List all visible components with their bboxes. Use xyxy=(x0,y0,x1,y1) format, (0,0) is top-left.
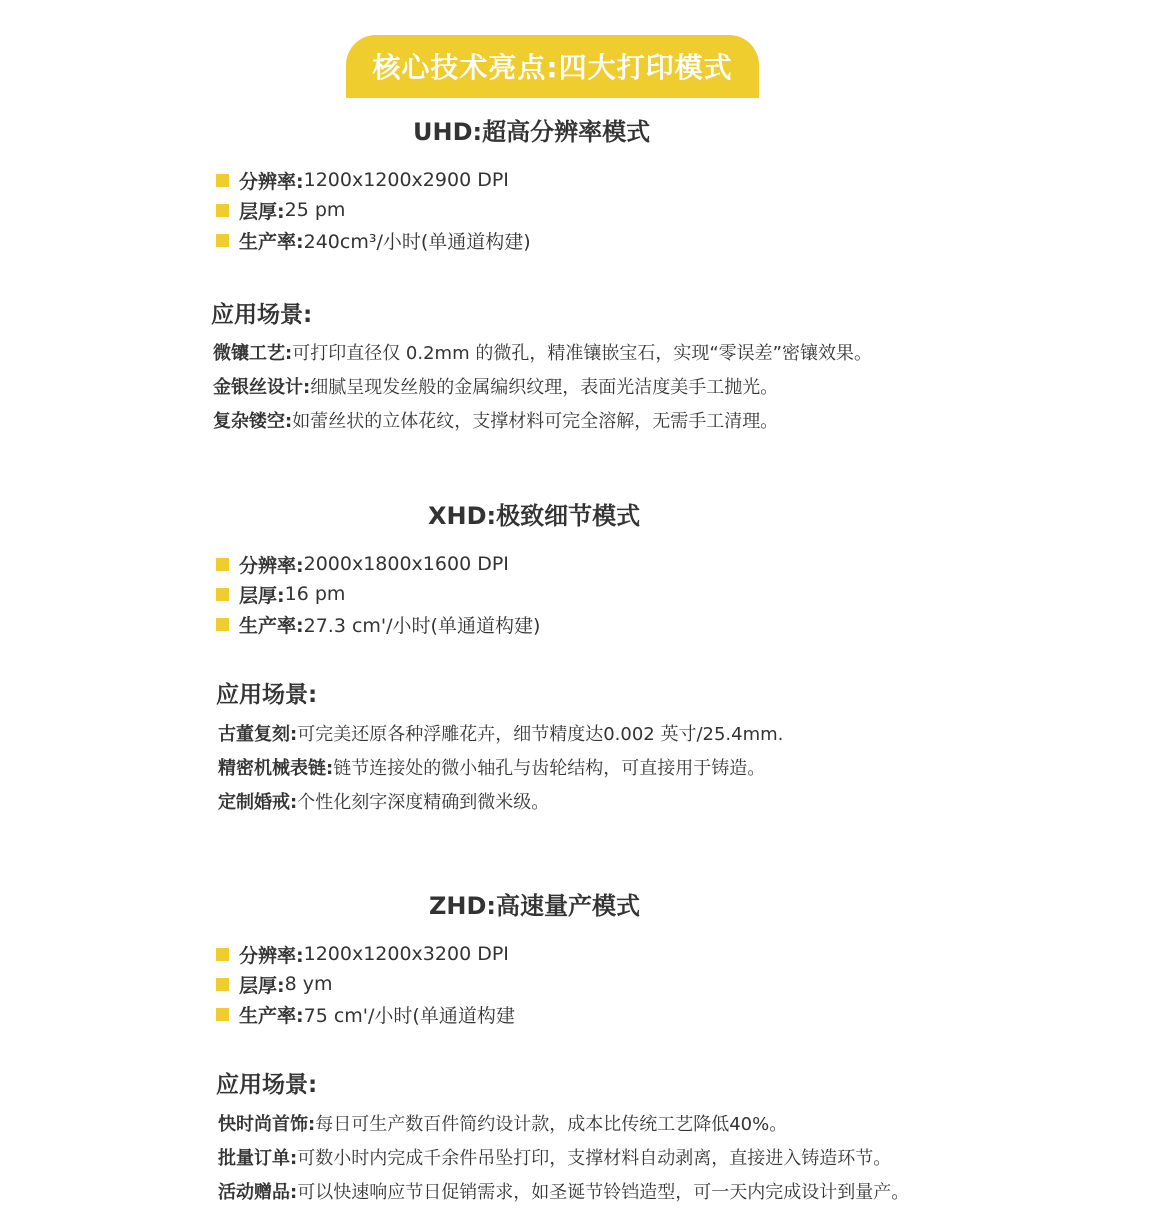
square-bullet-icon xyxy=(216,978,229,991)
spec-value: 2000x1800x1600 DPI xyxy=(303,553,509,575)
scene-text: 细腻呈现发丝般的金属编织纹理，表面光洁度美手工抛光。 xyxy=(310,377,779,398)
spec-list-uhd xyxy=(216,165,531,255)
spec-label: 层厚: xyxy=(239,200,285,223)
scene-label: 复杂镂空: xyxy=(213,411,293,432)
spec-label: 生产率: xyxy=(239,230,304,253)
mode-title-uhd: UHD:超高分辨率模式 xyxy=(413,118,651,146)
scene-label: 金银丝设计: xyxy=(213,377,311,398)
scene-heading-zhd: 应用场景: xyxy=(216,1072,318,1098)
scene-item xyxy=(213,405,872,439)
spec-list-zhd xyxy=(216,939,515,1029)
spec-label: 层厚: xyxy=(239,974,285,997)
scene-item xyxy=(213,337,872,371)
mode-title-xhd: XHD:极致细节模式 xyxy=(428,502,641,530)
scene-list-xhd xyxy=(218,718,783,820)
section-banner xyxy=(346,35,759,98)
square-bullet-icon xyxy=(216,558,229,571)
square-bullet-icon xyxy=(216,174,229,187)
spec-value: 8 ym xyxy=(284,973,333,995)
spec-label: 分辨率: xyxy=(239,170,304,193)
scene-text: 可以快速响应节日促销需求，如圣诞节铃铛造型，可一天内完成设计到量产。 xyxy=(297,1182,910,1203)
scene-list-zhd xyxy=(218,1108,909,1210)
square-bullet-icon xyxy=(216,588,229,601)
scene-label: 批量订单: xyxy=(218,1148,298,1169)
spec-value: 1200x1200x3200 DPI xyxy=(303,943,509,965)
spec-value: 240cm³/小时(单通道构建) xyxy=(303,230,531,253)
spec-value: 75 cm'/小时(单通道构建 xyxy=(303,1004,515,1027)
scene-text: 可打印直径仅 0.2mm 的微孔，精准镶嵌宝石，实现“零误差”密镶效果。 xyxy=(292,343,872,364)
spec-value: 1200x1200x2900 DPI xyxy=(303,169,509,191)
spec-item-productivity xyxy=(216,999,515,1029)
spec-label: 分辨率: xyxy=(239,554,304,577)
spec-value: 27.3 cm'/小时(单通道构建) xyxy=(303,614,541,637)
spec-label: 生产率: xyxy=(239,1004,304,1027)
scene-text: 如蕾丝状的立体花纹，支撑材料可完全溶解，无需手工清理。 xyxy=(292,411,779,432)
spec-label: 层厚: xyxy=(239,584,285,607)
banner-title: 核心技术亮点:四大打印模式 xyxy=(372,50,733,84)
scene-heading-xhd: 应用场景: xyxy=(216,682,318,708)
spec-item-resolution xyxy=(216,549,540,579)
scene-text: 可完美还原各种浮雕花卉，细节精度达0.002 英寸/25.4mm. xyxy=(297,724,784,745)
spec-item-layer-thickness xyxy=(216,969,515,999)
scene-label: 精密机械表链: xyxy=(218,758,334,779)
spec-item-resolution xyxy=(216,165,531,195)
scene-text: 个性化刻字深度精确到微米级。 xyxy=(297,792,550,813)
square-bullet-icon xyxy=(216,204,229,217)
spec-item-productivity xyxy=(216,225,531,255)
scene-item xyxy=(218,718,783,752)
scene-heading-uhd: 应用场景: xyxy=(211,302,313,328)
scene-label: 活动赠品: xyxy=(218,1182,298,1203)
scene-list-uhd xyxy=(213,337,872,439)
scene-item xyxy=(213,371,872,405)
square-bullet-icon xyxy=(216,1008,229,1021)
spec-value: 25 pm xyxy=(284,199,346,221)
scene-item xyxy=(218,786,783,820)
scene-text: 可数小时内完成千余件吊坠打印，支撑材料自动剥离，直接进入铸造环节。 xyxy=(297,1148,892,1169)
square-bullet-icon xyxy=(216,948,229,961)
scene-label: 定制婚戒: xyxy=(218,792,298,813)
scene-label: 快时尚首饰: xyxy=(218,1114,316,1135)
mode-title-zhd: ZHD:高速量产模式 xyxy=(429,892,641,920)
spec-item-productivity xyxy=(216,609,540,639)
spec-item-resolution xyxy=(216,939,515,969)
scene-label: 微镶工艺: xyxy=(213,343,293,364)
spec-item-layer-thickness xyxy=(216,579,540,609)
spec-label: 生产率: xyxy=(239,614,304,637)
spec-list-xhd xyxy=(216,549,540,639)
spec-label: 分辨率: xyxy=(239,944,304,967)
scene-text: 每日可生产数百件简约设计款，成本比传统工艺降低40%。 xyxy=(315,1114,788,1135)
spec-value: 16 pm xyxy=(284,583,346,605)
square-bullet-icon xyxy=(216,618,229,631)
scene-label: 古董复刻: xyxy=(218,724,298,745)
scene-text: 链节连接处的微小轴孔与齿轮结构，可直接用于铸造。 xyxy=(333,758,766,779)
scene-item xyxy=(218,752,783,786)
scene-item xyxy=(218,1142,909,1176)
spec-item-layer-thickness xyxy=(216,195,531,225)
square-bullet-icon xyxy=(216,234,229,247)
scene-item xyxy=(218,1176,909,1210)
scene-item xyxy=(218,1108,909,1142)
